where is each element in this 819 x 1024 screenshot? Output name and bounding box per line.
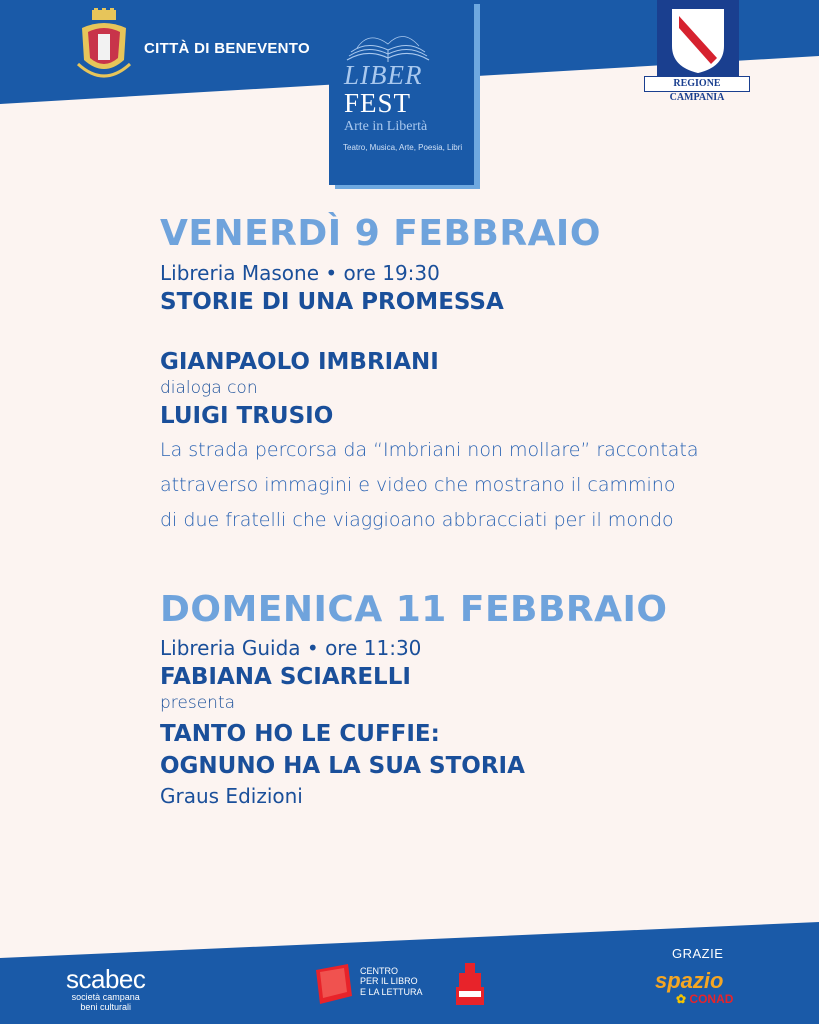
liberfest-tagline: Arte in Libertà	[344, 119, 428, 134]
citta-che-legge-icon	[456, 963, 484, 1005]
sponsor-name: spazio	[655, 968, 724, 993]
event-1-description-line: di due fratelli che viaggioano abbracciati per il mondo	[160, 508, 674, 531]
event-1	[160, 214, 780, 538]
sponsor-brand	[676, 993, 733, 1005]
sponsor-brand-text: CONAD	[689, 992, 734, 1006]
liberfest-liber: LIBER	[344, 60, 423, 90]
event-2-book-title-line-1: TANTO HO LE CUFFIE:	[160, 720, 440, 747]
region-label: REGIONE CAMPANIA	[644, 76, 750, 92]
scabec-sub-2: beni culturali	[80, 1002, 131, 1013]
city-name: CITTÀ DI BENEVENTO	[144, 39, 310, 57]
event-1-date: VENERDÌ 9 FEBBRAIO	[160, 213, 601, 254]
event-2-connector: presenta	[160, 693, 236, 714]
cepell-line-3: E LA LETTURA	[360, 986, 423, 997]
event-2-speaker: FABIANA SCIARELLI	[160, 664, 411, 691]
liberfest-fest: FEST	[344, 88, 412, 118]
event-2-venue-time: Libreria Guida • ore 11:30	[160, 636, 422, 661]
cepell-book-icon	[314, 962, 354, 1006]
region-shield-icon	[657, 0, 739, 78]
event-content	[160, 214, 780, 810]
region-logo	[644, 0, 750, 103]
event-1-venue-time: Libreria Masone • ore 19:30	[160, 260, 440, 285]
thanks-label: GRAZIE	[672, 946, 724, 961]
region-shield	[657, 0, 739, 78]
event-2-date: DOMENICA 11 FEBBRAIO	[160, 588, 668, 630]
scabec-logo	[66, 966, 145, 1013]
city-logo	[74, 8, 310, 88]
scabec-name: scabec	[66, 964, 146, 994]
event-1-description-line: La strada percorsa da “Imbriani non mollare” raccontata	[160, 438, 699, 461]
event-1-description-line: attraverso immagini e video che mostrano il cammino	[160, 473, 676, 496]
event-1-speaker-1: GIANPAOLO IMBRIANI	[160, 348, 439, 375]
cepell-logo	[314, 962, 423, 1006]
liberfest-logo	[329, 0, 489, 190]
scabec-sub-1: società campana	[71, 992, 140, 1002]
event-1-connector: dialoga con	[160, 377, 258, 398]
event-1-speaker-2: LUIGI TRUSIO	[160, 403, 334, 430]
event-2	[160, 590, 780, 811]
cepell-line-1: CENTRO	[360, 966, 398, 976]
event-2-publisher: Graus Edizioni	[160, 784, 303, 809]
liberfest-subtitle: Teatro, Musica, Arte, Poesia, Libri	[343, 143, 463, 152]
event-1-title: STORIE DI UNA PROMESSA	[160, 288, 504, 315]
cepell-line-2: PER IL LIBRO	[360, 976, 418, 987]
city-crest-icon	[74, 8, 134, 88]
cepell-text	[360, 966, 423, 997]
sponsor-star-icon: ✿	[676, 992, 687, 1006]
event-2-book-title-line-2: OGNUNO HA LA SUA STORIA	[160, 752, 525, 779]
